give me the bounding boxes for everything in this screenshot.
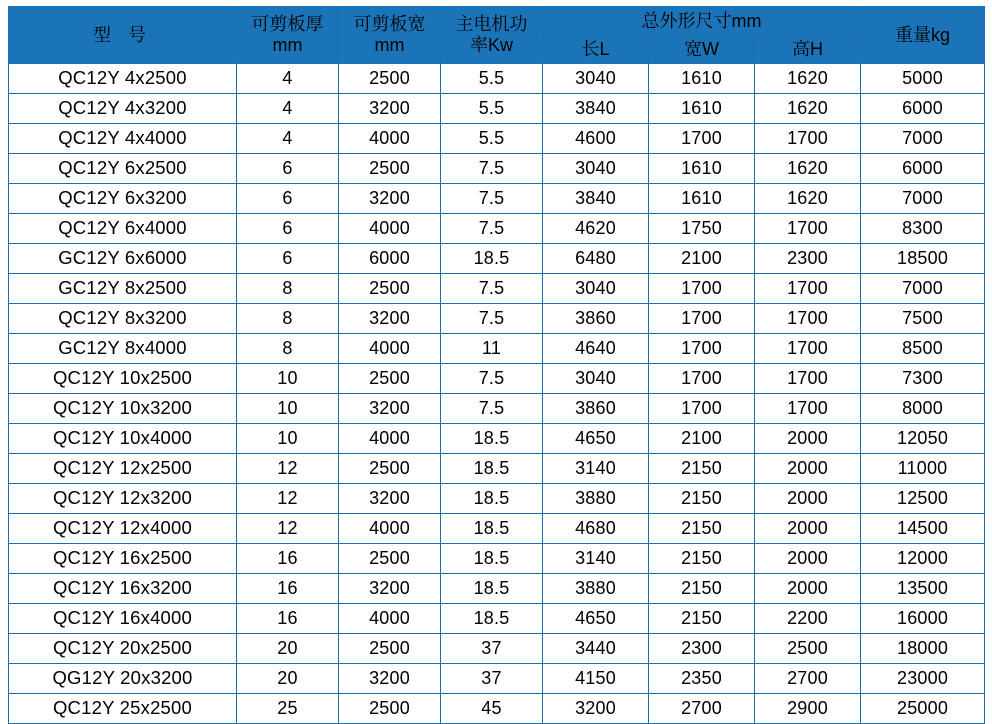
table-cell: 8000 — [861, 394, 985, 424]
table-cell: 8300 — [861, 214, 985, 244]
table-cell: 3200 — [543, 694, 649, 724]
table-cell: 3200 — [339, 184, 441, 214]
table-cell: 4650 — [543, 424, 649, 454]
table-cell: 4000 — [339, 514, 441, 544]
column-header-weight — [861, 7, 985, 64]
cell-model: QC12Y 4x2500 — [9, 64, 237, 94]
table-cell: 8 — [237, 334, 339, 364]
cell-model: QC12Y 12x3200 — [9, 484, 237, 514]
column-header-length-label: 长L — [581, 39, 610, 60]
table-cell: 4650 — [543, 604, 649, 634]
table-cell: 1750 — [649, 214, 755, 244]
table-cell: 1610 — [649, 94, 755, 124]
table-cell: 3140 — [543, 454, 649, 484]
table-cell: 2150 — [649, 484, 755, 514]
cell-model: QC12Y 12x4000 — [9, 514, 237, 544]
table-cell: 8 — [237, 304, 339, 334]
column-header-power-line1: 主电机功 — [455, 14, 528, 35]
table-cell: 2150 — [649, 454, 755, 484]
column-header-overall-dimensions — [543, 7, 861, 36]
column-header-height — [755, 36, 861, 64]
table-cell: 5.5 — [441, 94, 543, 124]
column-header-height-label: 高H — [792, 39, 823, 60]
table-cell: 4000 — [339, 124, 441, 154]
table-cell: 2500 — [755, 634, 861, 664]
table-cell: 3860 — [543, 394, 649, 424]
table-cell: 7300 — [861, 364, 985, 394]
table-cell: 18.5 — [441, 574, 543, 604]
table-cell: 18.5 — [441, 484, 543, 514]
table-cell: 1700 — [755, 274, 861, 304]
cell-model: QC12Y 10x4000 — [9, 424, 237, 454]
column-header-width — [339, 7, 441, 64]
table-cell: 12500 — [861, 484, 985, 514]
table-cell: 1700 — [649, 394, 755, 424]
table-cell: 1620 — [755, 64, 861, 94]
table-cell: 2700 — [755, 664, 861, 694]
table-cell: 20 — [237, 664, 339, 694]
table-cell: 12 — [237, 454, 339, 484]
column-header-power-line2: 率Kw — [469, 35, 513, 55]
cell-model: QC12Y 6x3200 — [9, 184, 237, 214]
cell-model: QC12Y 25x2500 — [9, 694, 237, 724]
table-cell: 18.5 — [441, 544, 543, 574]
column-header-thickness — [237, 7, 339, 64]
table-cell: 16000 — [861, 604, 985, 634]
table-cell: 6 — [237, 214, 339, 244]
cell-model: QC12Y 6x2500 — [9, 154, 237, 184]
table-cell: 7.5 — [441, 274, 543, 304]
cell-model: QC12Y 8x3200 — [9, 304, 237, 334]
cell-model: QC12Y 10x2500 — [9, 364, 237, 394]
table-cell: 1700 — [649, 304, 755, 334]
table-cell: 2500 — [339, 544, 441, 574]
table-row — [9, 124, 985, 154]
table-cell: 7000 — [861, 184, 985, 214]
table-cell: 2200 — [755, 604, 861, 634]
table-cell: 14500 — [861, 514, 985, 544]
table-row — [9, 64, 985, 94]
table-cell: 2000 — [755, 454, 861, 484]
table-cell: 6000 — [861, 94, 985, 124]
table-cell: 7.5 — [441, 214, 543, 244]
table-cell: 3200 — [339, 484, 441, 514]
table-cell: 4000 — [339, 334, 441, 364]
table-cell: 2900 — [755, 694, 861, 724]
table-cell: 3880 — [543, 574, 649, 604]
table-cell: 4640 — [543, 334, 649, 364]
column-header-overall-dimensions-label: 总外形尺寸mm — [641, 10, 762, 31]
table-row — [9, 94, 985, 124]
table-cell: 18000 — [861, 634, 985, 664]
table-cell: 2700 — [649, 694, 755, 724]
table-cell: 1700 — [755, 214, 861, 244]
table-row — [9, 244, 985, 274]
table-cell: 10 — [237, 364, 339, 394]
table-cell: 2300 — [755, 244, 861, 274]
table-cell: 8500 — [861, 334, 985, 364]
table-cell: 2000 — [755, 574, 861, 604]
table-cell: 4 — [237, 64, 339, 94]
table-cell: 12 — [237, 514, 339, 544]
column-header-weight-label: 重量kg — [895, 24, 951, 45]
table-cell: 1700 — [755, 124, 861, 154]
table-cell: 7.5 — [441, 154, 543, 184]
table-cell: 1700 — [755, 334, 861, 364]
table-cell: 2150 — [649, 544, 755, 574]
table-cell: 1700 — [649, 334, 755, 364]
cell-model: QC12Y 16x3200 — [9, 574, 237, 604]
table-cell: 3040 — [543, 274, 649, 304]
table-cell: 2500 — [339, 694, 441, 724]
table-cell: 1610 — [649, 64, 755, 94]
cell-model: GC12Y 8x2500 — [9, 274, 237, 304]
table-cell: 12050 — [861, 424, 985, 454]
column-header-thickness-line2: mm — [272, 35, 303, 55]
table-cell: 4620 — [543, 214, 649, 244]
table-cell: 7.5 — [441, 304, 543, 334]
table-cell: 18.5 — [441, 604, 543, 634]
table-cell: 11 — [441, 334, 543, 364]
table-cell: 4000 — [339, 604, 441, 634]
table-body — [9, 64, 985, 724]
table-cell: 1620 — [755, 184, 861, 214]
table-cell: 13500 — [861, 574, 985, 604]
table-cell: 1610 — [649, 184, 755, 214]
table-cell: 2500 — [339, 154, 441, 184]
table-cell: 18.5 — [441, 424, 543, 454]
column-header-model-label: 型 号 — [92, 24, 152, 45]
table-cell: 12000 — [861, 544, 985, 574]
table-cell: 5.5 — [441, 124, 543, 154]
specification-table — [8, 6, 985, 724]
table-cell: 4 — [237, 124, 339, 154]
table-cell: 1610 — [649, 154, 755, 184]
table-cell: 1700 — [755, 364, 861, 394]
cell-model: GC12Y 6x6000 — [9, 244, 237, 274]
table-cell: 37 — [441, 664, 543, 694]
table-cell: 6 — [237, 244, 339, 274]
table-cell: 16 — [237, 544, 339, 574]
table-cell: 1700 — [649, 274, 755, 304]
table-cell: 25 — [237, 694, 339, 724]
table-cell: 6000 — [861, 154, 985, 184]
table-cell: 10 — [237, 424, 339, 454]
table-cell: 2000 — [755, 484, 861, 514]
column-header-widthW — [649, 36, 755, 64]
table-row — [9, 424, 985, 454]
cell-model: QC12Y 16x2500 — [9, 544, 237, 574]
table-row — [9, 214, 985, 244]
table-cell: 3040 — [543, 64, 649, 94]
table-cell: 1700 — [755, 394, 861, 424]
table-cell: 2000 — [755, 544, 861, 574]
table-cell: 2500 — [339, 454, 441, 484]
table-cell: 3200 — [339, 394, 441, 424]
table-cell: 7000 — [861, 124, 985, 154]
table-row — [9, 544, 985, 574]
table-cell: 2300 — [649, 634, 755, 664]
table-cell: 1700 — [649, 124, 755, 154]
table-cell: 3200 — [339, 304, 441, 334]
table-row — [9, 664, 985, 694]
table-cell: 3880 — [543, 484, 649, 514]
table-row — [9, 604, 985, 634]
table-cell: 2100 — [649, 244, 755, 274]
column-header-width-line1: 可剪板宽 — [353, 14, 426, 35]
table-cell: 3840 — [543, 94, 649, 124]
table-cell: 3440 — [543, 634, 649, 664]
column-header-power — [441, 7, 543, 64]
table-cell: 3040 — [543, 154, 649, 184]
table-row — [9, 364, 985, 394]
cell-model: QC12Y 6x4000 — [9, 214, 237, 244]
table-cell: 6480 — [543, 244, 649, 274]
table-cell: 23000 — [861, 664, 985, 694]
table-cell: 3200 — [339, 94, 441, 124]
table-row — [9, 514, 985, 544]
table-cell: 8 — [237, 274, 339, 304]
cell-model: QC12Y 20x2500 — [9, 634, 237, 664]
column-header-thickness-line1: 可剪板厚 — [251, 14, 324, 35]
table-cell: 18.5 — [441, 514, 543, 544]
cell-model: QC12Y 10x3200 — [9, 394, 237, 424]
table-cell: 2100 — [649, 424, 755, 454]
table-cell: 3200 — [339, 574, 441, 604]
cell-model: QC12Y 12x2500 — [9, 454, 237, 484]
table-cell: 2500 — [339, 364, 441, 394]
table-cell: 6 — [237, 154, 339, 184]
table-cell: 3040 — [543, 364, 649, 394]
table-cell: 1620 — [755, 94, 861, 124]
table-cell: 5000 — [861, 64, 985, 94]
table-cell: 2000 — [755, 514, 861, 544]
table-cell: 18.5 — [441, 454, 543, 484]
column-header-length — [543, 36, 649, 64]
table-cell: 7.5 — [441, 184, 543, 214]
table-cell: 4 — [237, 94, 339, 124]
table-cell: 2150 — [649, 604, 755, 634]
cell-model: QC12Y 16x4000 — [9, 604, 237, 634]
cell-model: QC12Y 4x4000 — [9, 124, 237, 154]
table-cell: 20 — [237, 634, 339, 664]
table-cell: 2000 — [755, 424, 861, 454]
table-cell: 2350 — [649, 664, 755, 694]
table-cell: 6 — [237, 184, 339, 214]
table-cell: 11000 — [861, 454, 985, 484]
table-cell: 1620 — [755, 154, 861, 184]
table-cell: 4680 — [543, 514, 649, 544]
table-row — [9, 484, 985, 514]
column-header-width-line2: mm — [374, 35, 405, 55]
table-row — [9, 454, 985, 484]
cell-model: QC12Y 4x3200 — [9, 94, 237, 124]
table-cell: 3140 — [543, 544, 649, 574]
table-cell: 7500 — [861, 304, 985, 334]
column-header-widthW-label: 宽W — [684, 39, 719, 60]
cell-model: QG12Y 20x3200 — [9, 664, 237, 694]
table-cell: 12 — [237, 484, 339, 514]
table-cell: 2150 — [649, 574, 755, 604]
table-cell: 37 — [441, 634, 543, 664]
table-cell: 7.5 — [441, 364, 543, 394]
table-header — [9, 7, 985, 64]
table-cell: 25000 — [861, 694, 985, 724]
table-row — [9, 184, 985, 214]
table-cell: 2500 — [339, 274, 441, 304]
table-cell: 4000 — [339, 214, 441, 244]
table-cell: 10 — [237, 394, 339, 424]
table-cell: 2500 — [339, 634, 441, 664]
table-row — [9, 694, 985, 724]
table-cell: 7.5 — [441, 394, 543, 424]
table-row — [9, 574, 985, 604]
table-cell: 2150 — [649, 514, 755, 544]
table-cell: 3840 — [543, 184, 649, 214]
table-cell: 2500 — [339, 64, 441, 94]
table-row — [9, 634, 985, 664]
table-cell: 18.5 — [441, 244, 543, 274]
table-cell: 16 — [237, 604, 339, 634]
table-cell: 3860 — [543, 304, 649, 334]
table-cell: 5.5 — [441, 64, 543, 94]
cell-model: GC12Y 8x4000 — [9, 334, 237, 364]
table-cell: 1700 — [649, 364, 755, 394]
table-row — [9, 394, 985, 424]
column-header-model — [9, 7, 237, 64]
table-cell: 45 — [441, 694, 543, 724]
table-cell: 3200 — [339, 664, 441, 694]
table-cell: 18500 — [861, 244, 985, 274]
table-cell: 7000 — [861, 274, 985, 304]
table-cell: 4150 — [543, 664, 649, 694]
table-row — [9, 154, 985, 184]
table-cell: 4000 — [339, 424, 441, 454]
table-row — [9, 304, 985, 334]
table-row — [9, 274, 985, 304]
table-cell: 1700 — [755, 304, 861, 334]
table-cell: 16 — [237, 574, 339, 604]
table-row — [9, 334, 985, 364]
table-cell: 6000 — [339, 244, 441, 274]
table-cell: 4600 — [543, 124, 649, 154]
